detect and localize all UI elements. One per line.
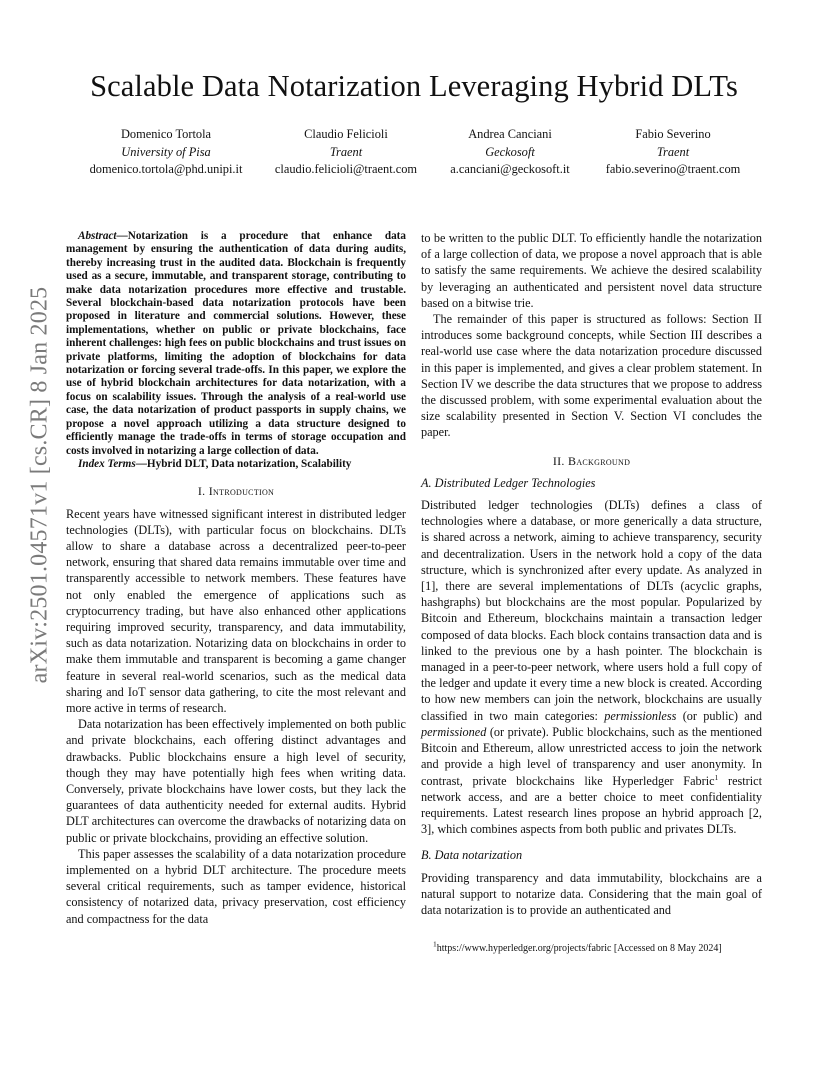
section-heading-background: II. Background [552, 453, 631, 468]
author-affiliation: University of Pisa [121, 144, 211, 159]
intro-paragraph-3: This paper assesses the scalability of a data notarization procedure implemented on a hybrid DLT architecture. The procedure meets several critical requirements, such as tamper evidence, historical consistency of notarized data, privacy preservation, cost efficiency and compactness for the data [66, 846, 406, 926]
abstract-label: Abstract [78, 230, 117, 242]
author-name: Andrea Canciani [468, 127, 552, 141]
author-name: Claudio Felicioli [304, 127, 388, 141]
author-4 [588, 126, 758, 179]
left-column [66, 230, 406, 927]
author-email: claudio.felicioli@traent.com [274, 162, 418, 176]
footnote-text: https://www.hyperledger.org/projects/fabric [Accessed on 8 May 2024] [436, 943, 722, 955]
intro-paragraph-4: The remainder of this paper is structured as follows: Section II introduces some background concepts, while Section III describes a real-world use case where the data notarization procedure discussed in this paper is implemented, and gives a clear problem statement. In Section IV we describe the data structures that we propose to address the discussed problem, with some experimental evaluation about the size scalability presented in Section V. Section VI concludes the paper. [421, 312, 762, 440]
dlt-text-3: (or private). Public blockchains, such as the mentioned Bitcoin and Ethereum, allow unrestricted access to join the network and provide a high level of transparency and user anonymity. In contrast, private blockchains like Hyperledger Fabric [421, 724, 762, 788]
index-terms [66, 458, 406, 471]
author-1 [66, 126, 266, 179]
index-terms-text: —Hybrid DLT, Data notarization, Scalability [135, 457, 352, 470]
author-name: Fabio Severino [635, 127, 711, 141]
author-name: Domenico Tortola [120, 127, 212, 141]
paper-title: Scalable Data Notarization Leveraging Hybrid DLTs [90, 69, 738, 103]
intro-paragraph-3-continued: to be written to the public DLT. To efficiently handle the notarization of a large collection of data, we propose a novel approach that is able to satisfy the same requirements. We achieve the desired scalability by leveraging an authenticated and persistent novel data structure based on a bitwise trie. [421, 231, 762, 310]
author-affiliation: Traent [329, 144, 363, 159]
dlt-paragraph [421, 497, 762, 837]
index-terms-label: Index Terms [78, 457, 136, 470]
author-email: a.canciani@geckosoft.it [450, 162, 570, 176]
term-permissioned: permissioned [421, 724, 487, 739]
footnote-number: 1 [433, 939, 437, 949]
author-affiliation: Geckosoft [485, 144, 535, 159]
abstract [66, 230, 406, 458]
author-email: fabio.severino@traent.com [605, 162, 741, 176]
term-permissionless: permissionless [604, 708, 677, 723]
arxiv-identifier: arXiv:2501.04571v1 [cs.CR] 8 Jan 2025 [26, 286, 53, 684]
abstract-text: —Notarization is a procedure that enhance data management by ensuring the authentication of data during audits, thereby increasing trust in the audited data. Blockchain is frequently used as a secure, immutable, and transparent storage, contributing to make data notarization procedures more effective and trustable. Several blockchain-based data notarization protocols have been proposed in literature and commercial solutions. However, these implementations, whether on public or private blockchains, face inherent challenges: high fees on public blockchains and trust issues on private platforms, limiting the adoption of blockchains for data notarization or forcing several trade-offs. In this paper, we explore the use of hybrid blockchain architectures for data notarization, with a focus on scalability issues. Through the analysis of a real-world use case, the data notarization of product passports in supply chains, we propose a novel approach utilizing a data structure designed to efficiently manage the trade-offs in terms of storage occupation and costs involved in notarizing a large collection of data. [66, 230, 406, 457]
author-3 [425, 126, 595, 179]
subsection-heading-data-notarization: B. Data notarization [421, 848, 523, 863]
author-email: domenico.tortola@phd.unipi.it [89, 162, 243, 176]
right-column [421, 230, 762, 955]
intro-paragraph-2: Data notarization has been effectively implemented on both public and private blockchains, each offering distinct advantages and drawbacks. Public blockchains ensure a high level of security, though they may have potentially high fees when writing data. Conversely, private blockchains have lower costs, but they lack the guarantees of data authenticity needed for external audits. Hybrid DLT architectures can overcome the drawbacks of notarizing data on public or private blockchains, providing an effective solution. [66, 717, 406, 845]
author-affiliation: Traent [656, 144, 690, 159]
dlt-text-2: (or public) and [676, 708, 762, 723]
notarization-paragraph: Providing transparency and data immutability, blockchains are a natural support to notarize data. Considering that the main goal of data notarization is to provide an authenticated and [421, 870, 762, 917]
subsection-heading-dlt: A. Distributed Ledger Technologies [421, 475, 596, 490]
footnote [421, 939, 762, 955]
intro-paragraph-1: Recent years have witnessed significant interest in distributed ledger technologies (DLTs), with particular focus on blockchains. DLTs allow to share a database across a decentralized peer-to-peer network, ensuring that shared data remains immutable over time and transparently accessible to network members. These features have not only enabled the emergence of applications such as cryptocurrency trading, but have also enhanced other applications requiring improved security, transparency, and data immutability, such as data notarization. Notarizing data on blockchains in order to make them immutable and transparent is becoming a game changer feature in several real-world scenarios, such as the medical data sharing and IoT sensor data gathering, to cite the most relevant and more active in terms of research. [66, 506, 406, 715]
dlt-text-1: Distributed ledger technologies (DLTs) defines a class of technologies where a database, or more generically a data structure, is shared across a network, aiming to achieve transparency, security and decentralization. Users in the network hold a copy of the data structure, which is synchronized after every update. As analyzed in [1], there are several implementations of DLTs (acyclic graphs, hashgraphs) but blockchains are the most popular. Popularized by Bitcoin and Ethereum, blockchains maintain a transaction ledger composed of data blocks. Each block contains transaction data and is linked to the previous one by a hash pointer. The blockchain is managed in a peer-to-peer network, where users hold a full copy of the ledger and update it every time a new block is created. According to how new members can join the network, blockchains are usually classified in two main categories: [421, 498, 762, 723]
footnote-marker: 1 [714, 772, 719, 782]
dlt-text-4: restrict network access, and are a better choice to meet confidentiality requirements. Latest research lines propose an hybrid approach [2, 3], which combines aspects from both public and privates DLTs. [421, 773, 763, 837]
section-heading-introduction: I. Introduction [197, 484, 275, 499]
author-2 [256, 126, 436, 179]
